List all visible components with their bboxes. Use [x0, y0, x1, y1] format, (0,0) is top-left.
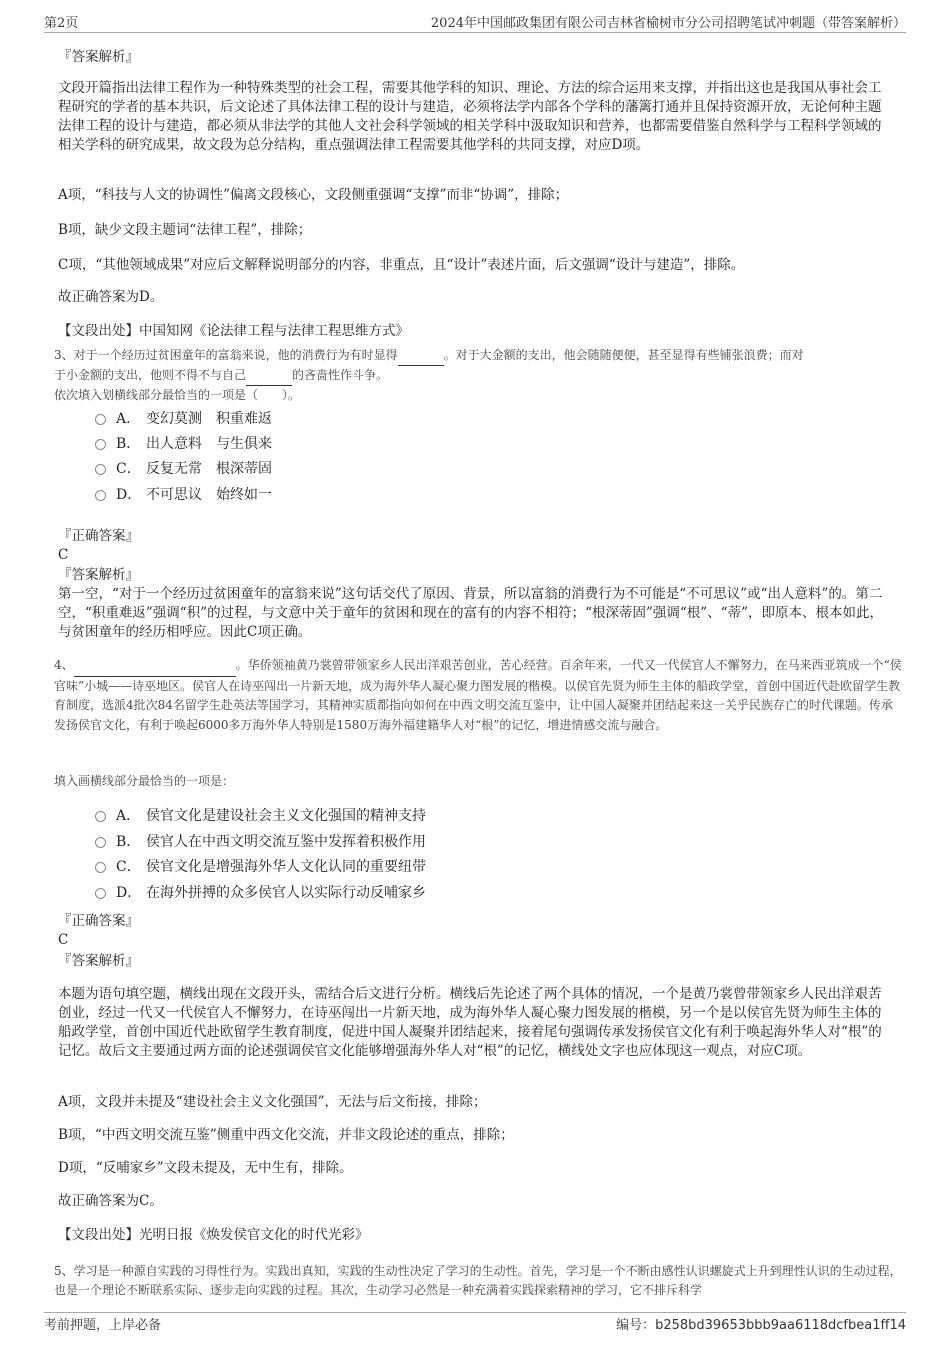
q4-option-a-analysis: A项，文段并未提及“建设社会主义文化强国”，无法与后文衔接，排除； — [58, 1094, 487, 1110]
q4-answer: C — [58, 932, 69, 948]
q4-option-a[interactable]: A． 侯官文化是建设社会主义文化强国的精神支持 — [95, 806, 426, 826]
radio-icon[interactable] — [95, 837, 106, 848]
radio-icon[interactable] — [95, 439, 106, 450]
radio-icon[interactable] — [95, 888, 106, 899]
q4-option-d[interactable]: D． 在海外拼搏的众多侯官人以实际行动反哺家乡 — [95, 883, 426, 903]
radio-icon[interactable] — [95, 811, 106, 822]
analysis-heading: 『答案解析』 — [58, 49, 139, 65]
q4-conclusion: 故正确答案为C。 — [58, 1193, 163, 1209]
q3-option-c[interactable]: C． 反复无常 根深蒂固 — [95, 459, 272, 479]
radio-icon[interactable] — [95, 414, 106, 425]
blank-line — [246, 366, 292, 386]
option-b-analysis: B项，缺少文段主题词“法律工程”，排除； — [58, 222, 312, 238]
analysis-paragraph: 文段开篇指出法律工程作为一种特殊类型的社会工程，需要其他学科的知识、理论、方法的综合运用来支撑，并指出这也是我国从事社会工程研究的学者的基本共识，后文论述了具体法律工程的设计与建造，必须将法学内部各个学科的藩篱打通并且保持资源开放，无论何种主题法律工程的设计与建造，都必须从非法学的其他人文社会科学领域的相关学科中汲取知识和营养，也都需要借鉴自然科学与工程科学领域的相关学科的研究成果，故文段为总分结构，重点强调法律工程需要其他学科的共同支撑，对应D项。 — [58, 80, 882, 153]
q4-analysis: 本题为语句填空题，横线出现在文段开头，需结合后文进行分析。横线后先论述了两个具体的情况，一个是黄乃裳曾带领家乡人民出洋艰苦创业，经过一代又一代侯官人不懈努力，在诗巫闯出一片新天地，成为海外华人凝心聚力图发展的楷模，另一个是以侯官先贤为师生主体的船政学堂，首创中国近代赴欧留学生教育制度，促进中国人凝聚并团结起来，接着尾句强调传承发扬侯官文化有利于唤起海外华人对“根”的记忆。故后文主要通过两方面的论述强调侯官文化能够增强海外华人对“根”的记忆，横线处文字也应体现这一观点，对应C项。 — [58, 986, 882, 1059]
option-a-analysis: A项，“科技与人文的协调性”偏离文段核心，文段侧重强调“支撑”而非“协调”，排除； — [58, 187, 569, 203]
radio-icon[interactable] — [95, 490, 106, 501]
blank-line — [398, 346, 444, 366]
conclusion: 故正确答案为D。 — [58, 289, 164, 305]
q3-analysis-heading: 『答案解析』 — [58, 567, 139, 583]
radio-icon[interactable] — [95, 862, 106, 873]
q3-option-a[interactable]: A． 变幻莫测 积重难返 — [95, 409, 272, 429]
footer-slogan: 考前押题，上岸必备 — [44, 1318, 162, 1333]
question-3-prompt: 依次填入划横线部分最恰当的一项是（ ）。 — [54, 388, 301, 402]
q4-answer-heading: 『正确答案』 — [58, 913, 139, 929]
question-4-prompt: 填入画横线部分最恰当的一项是： — [54, 774, 235, 788]
question-5-text: 5、学习是一种源自实践的习得性行为。实践出真知，实践的生动性决定了学习的生动性。首先，学习是一个不断由感性认识螺旋式上升到理性认识的生动过程，也是一个理论不断联系实际、逐步走向实践的过程。其次，生动学习必然是一种充满着实践探索精神的学习，它不排斥科学 — [54, 1264, 902, 1297]
radio-icon[interactable] — [95, 464, 106, 475]
header-divider — [44, 32, 906, 33]
q3-answer: C — [58, 547, 69, 563]
q4-analysis-heading: 『答案解析』 — [58, 953, 139, 969]
question-4-stem: 4、 。华侨领袖黄乃裳曾带领家乡人民出洋艰苦创业，苦心经营。百余年来，一代又一代侯官人不懈努力，在马来西亚筑成一个“侯官味”小城——诗巫地区。侯官人在诗巫闯出一片新天地，成为海外华人凝心聚力图发展的楷模。以侯官先贤为师生主体的船政学堂，首创中国近代赴欧留学生教育制度，选派4批次84名留学生赴英法等国学习，其精神实质都指向如何在中西文明交流互鉴中，让中国人凝聚并团结起来这一关乎民族存亡的时代课题。传承发扬侯官文化，有利于唤起6000多万海外华人特别是1580万海外福建籍华人对“根”的记忆，增进情感交流与融合。 — [54, 658, 902, 732]
option-c-analysis: C项，“其他领域成果”对应后文解释说明部分的内容，非重点，且“设计”表述片面，后文强调“设计与建造”，排除。 — [58, 257, 745, 273]
question-3-line-2: 于小金额的支出，他则不得不与自己 的吝啬性作斗争。 — [54, 366, 904, 386]
source-citation: 【文段出处】中国知网《论法律工程与法律工程思维方式》 — [58, 323, 409, 339]
document-title: 2024年中国邮政集团有限公司吉林省榆树市分公司招聘笔试冲刺题（带答案解析） — [430, 16, 906, 31]
question-3-line-1: 3、对于一个经历过贫困童年的富翁来说，他的消费行为有时显得 。对于大金额的支出，他会随随便便，甚至显得有些铺张浪费；而对 — [54, 346, 904, 366]
q4-option-c[interactable]: C． 侯官文化是增强海外华人文化认同的重要纽带 — [95, 857, 426, 877]
q4-option-d-analysis: D项，“反哺家乡”文段未提及，无中生有，排除。 — [58, 1160, 353, 1176]
q3-option-b[interactable]: B． 出人意料 与生俱来 — [95, 434, 272, 454]
q4-option-b[interactable]: B． 侯官人在中西文明交流互鉴中发挥着积极作用 — [95, 832, 426, 852]
q3-analysis: 第一空，“对于一个经历过贫困童年的富翁来说”这句话交代了原因、背景，所以富翁的消费行为不可能是“不可思议”或“出人意料”的。第二空，“积重难返”强调“积”的过程，与文意中关于童年的贫困和现在的富有的内容不相符；“根深蒂固”强调“根”、“蒂”，即原本、根本如此，与贫困童年的经历相呼应。因此C项正确。 — [58, 586, 884, 640]
q3-answer-heading: 『正确答案』 — [58, 528, 139, 544]
page-number: 第2页 — [44, 16, 79, 31]
q3-option-d[interactable]: D． 不可思议 始终如一 — [95, 485, 272, 505]
q4-source-citation: 【文段出处】光明日报《焕发侯官文化的时代光彩》 — [58, 1227, 369, 1243]
q4-option-b-analysis: B项，“中西文明交流互鉴”侧重中西文化交流，并非文段论述的重点，排除； — [58, 1127, 514, 1143]
blank-line — [74, 656, 236, 677]
document-id: 编号：b258bd39653bbb9aa6118dcfbea1ff14 — [616, 1318, 906, 1333]
footer-divider — [44, 1312, 906, 1313]
